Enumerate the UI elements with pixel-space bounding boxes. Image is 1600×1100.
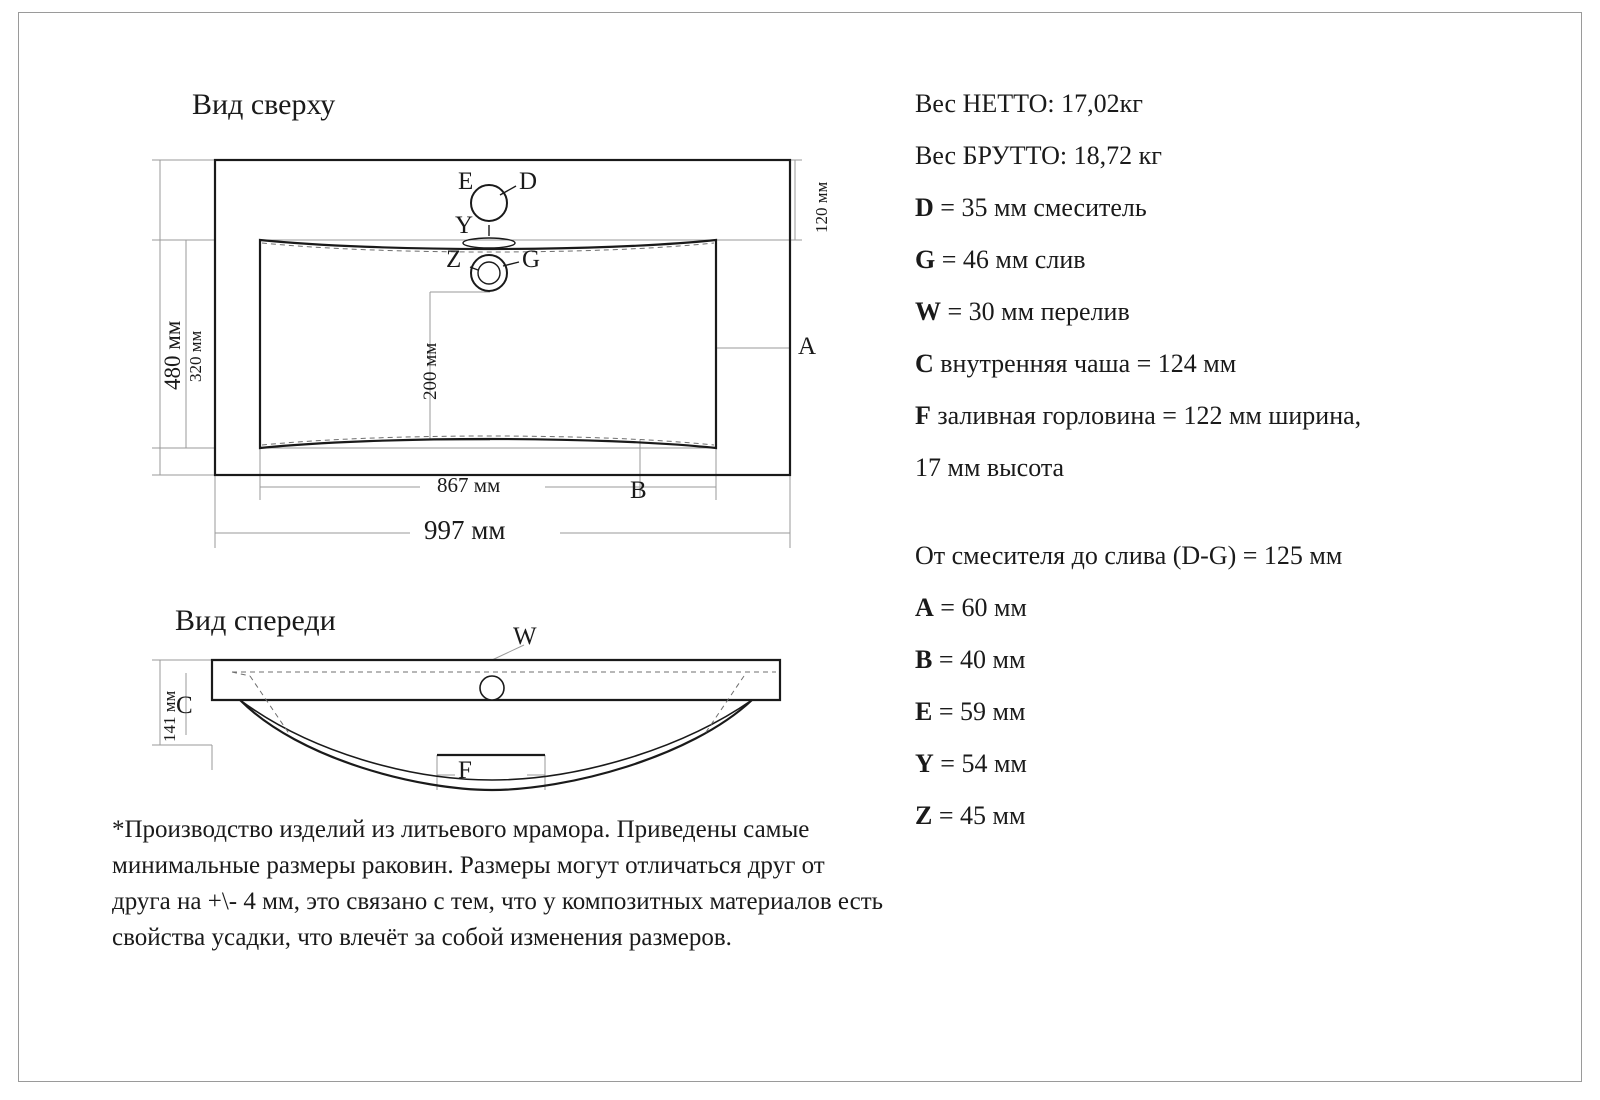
spec-text: = 40 мм	[932, 645, 1026, 674]
spec-key: Y	[915, 749, 934, 778]
spec-text: = 35 мм смеситель	[933, 193, 1147, 222]
spec-key: B	[915, 645, 933, 674]
spec-row	[915, 686, 1555, 738]
spec-row	[915, 130, 1555, 182]
marker-y: Y	[455, 212, 474, 239]
spec-text: внутренняя чаша = 124 мм	[933, 349, 1237, 378]
spec-text: Вес НЕТТО: 17,02кг	[915, 89, 1143, 118]
dim-bowl-depth: 200 мм	[420, 342, 441, 400]
specification-list	[915, 78, 1555, 842]
spec-row	[915, 790, 1555, 842]
spec-key: F	[915, 401, 931, 430]
marker-w: W	[513, 623, 537, 650]
dim-height-outer: 480 мм	[160, 320, 185, 390]
spec-row	[915, 530, 1555, 582]
spec-key: A	[915, 593, 934, 622]
spec-text: = 60 мм	[933, 593, 1027, 622]
footnote: *Производство изделий из литьевого мрамора. Приведены самые минимальные размеры раковин. Размеры могут отличаться друг от друга на +\- 4 мм, это связано с тем, что у композитных материалов есть свойства усадки, что влечёт за собой изменения размеров.	[112, 816, 884, 951]
spec-row	[915, 390, 1555, 442]
spec-row	[915, 582, 1555, 634]
marker-b: B	[630, 477, 647, 504]
spec-text: = 59 мм	[932, 697, 1026, 726]
front-view-title: Вид спереди	[175, 604, 336, 637]
spec-row	[915, 738, 1555, 790]
spec-row	[915, 442, 1555, 494]
dim-width-inner: 867 мм	[437, 473, 501, 497]
spec-row	[915, 286, 1555, 338]
spec-spacer	[915, 494, 1555, 530]
spec-text: = 30 мм перелив	[941, 297, 1130, 326]
spec-key: G	[915, 245, 936, 274]
spec-row	[915, 78, 1555, 130]
marker-g: G	[522, 246, 541, 273]
spec-row	[915, 182, 1555, 234]
dim-edge-top: 120 мм	[812, 181, 831, 233]
dim-front-height: 141 мм	[160, 690, 179, 742]
marker-e: E	[458, 168, 474, 195]
spec-row	[915, 338, 1555, 390]
marker-c: C	[176, 692, 193, 719]
spec-key: E	[915, 697, 933, 726]
spec-text: заливная горловина = 122 мм ширина,	[930, 401, 1362, 430]
marker-z: Z	[446, 246, 462, 273]
top-view-title: Вид сверху	[192, 88, 336, 121]
spec-text: = 45 мм	[932, 801, 1026, 830]
spec-key: W	[915, 297, 941, 326]
spec-text: От смесителя до слива (D-G) = 125 мм	[915, 541, 1343, 570]
spec-text: 17 мм высота	[915, 453, 1065, 482]
spec-text: Вес БРУТТО: 18,72 кг	[915, 141, 1162, 170]
spec-row	[915, 634, 1555, 686]
marker-a: A	[798, 333, 817, 360]
spec-text: = 54 мм	[933, 749, 1027, 778]
spec-text: = 46 мм слив	[935, 245, 1086, 274]
spec-key: Z	[915, 801, 933, 830]
marker-d: D	[519, 168, 538, 195]
marker-f: F	[458, 757, 472, 784]
dim-height-inner: 320 мм	[186, 330, 205, 382]
spec-key: C	[915, 349, 934, 378]
spec-key: D	[915, 193, 934, 222]
spec-row	[915, 234, 1555, 286]
dim-width-outer: 997 мм	[424, 515, 506, 545]
